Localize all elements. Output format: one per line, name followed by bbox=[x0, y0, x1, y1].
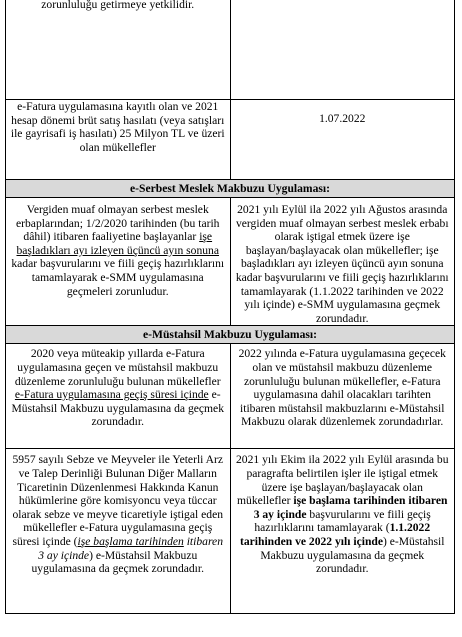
section-title-smm: e-Serbest Meslek Makbuzu Uygulaması: bbox=[130, 181, 330, 195]
row3-left-text-a: Vergiden muaf olmayan serbest meslek erbaplarından; 1/2/2020 tarihinden (bu tarih dâhil) itibaren faaliyetine başlayanlar bbox=[16, 203, 220, 244]
row4-right-text: 2022 yılında e-Fatura uygulamasına geçecek olan ve müstahsil makbuzu düzenleme zorunluluğu bulunan mükellefler, e-Fatura uygulamasına dahil olacakları tarihten itibaren müstahsil makbuzlarını e-Müstahsil Makbuzu olarak düzenlemek zorundadırlar. bbox=[238, 347, 446, 429]
row5-left-text-b: ) e-Müstahsil Makbuzu uygulamasına da geçmek zorundadır. bbox=[31, 548, 205, 576]
row5-left-text-a: 5957 sayılı Sebze ve Meyveler ile Yeterli Arz ve Talep Derinliği Bulunan Diğer Malların Ticaretinin Düzenlenmesi Hakkında Kanun hükümlerine göre komisyoncu veya tüccar olarak sebze ve meyve ticaretiyle iştigal eden mükellefler e-Fatura uygulamasına geçiş süresi içinde ( bbox=[12, 453, 224, 548]
row4-left-text-b: e-Müstahsil Makbuzu uygulamasına da geçmek zorundadır. bbox=[11, 388, 224, 429]
row5-right-bold-1: işe başlama tarihinden itibaren 3 ay içinde bbox=[253, 494, 448, 521]
row4-left-text-a: 2020 veya müteakip yıllarda e-Fatura uygulamasına geçen ve müstahsil makbuzu düzenleme zorunluluğu bulunan mükellefler bbox=[14, 347, 221, 388]
row4-right-cell bbox=[230, 344, 455, 449]
row3-right-text: 2021 yılı Eylül ila 2022 yılı Ağustos arasında vergiden muaf olmayan serbest meslek erbabı olarak iştigal etmek üzere işe başlayan/başlayacak olan mükellefler; işe başladıkları ayı izleyen üçüncü ayın sonuna kadar başvurularını ve fiili geçiş hazırlıklarını tamamlayarak (1.1.2022 tarihinden ve 2022 yılı içinde) e-SMM uygulamasına geçmek zorundadır. bbox=[235, 203, 449, 325]
row1-right-cell bbox=[230, 0, 455, 100]
section-header-msm bbox=[6, 326, 455, 344]
row3-left-underlined: işe başladıkları ayı izleyen üçüncü ayın sonuna bbox=[16, 230, 219, 257]
row1-left-text: zorunluluğu getirmeye yetkilidir. bbox=[41, 0, 195, 11]
row4-left-cell bbox=[6, 344, 231, 449]
row5-left-cell bbox=[6, 449, 231, 614]
row5-right-bold-2: 1.1.2022 tarihinden ve 2022 yılı içinde bbox=[239, 521, 431, 548]
row2-right-cell bbox=[230, 100, 455, 180]
row5-left-italic: itibaren 3 ay içinde bbox=[38, 534, 223, 562]
row5-right-text-b: başvurularını ve fiili geçiş hazırlıklarını tamamlayarak ( bbox=[254, 507, 431, 535]
row3-left-cell bbox=[6, 198, 231, 326]
row1-left-cell bbox=[6, 0, 231, 100]
row2-left-text: e-Fatura uygulamasına kayıtlı olan ve 2021 hesap dönemi brüt satış hasılatı (veya satışları ile gayrisafi iş hasılatı) 25 Milyon TL ve üzeri olan mükellefler bbox=[10, 100, 225, 154]
section-header-smm bbox=[6, 180, 455, 198]
row3-right-cell bbox=[230, 198, 455, 326]
row4-left-underlined: e-Fatura uygulamasına geçiş süresi içinde bbox=[14, 388, 209, 402]
row5-right-cell bbox=[230, 449, 455, 614]
row2-date: 1.07.2022 bbox=[319, 112, 366, 125]
row5-left-underlined-italic: işe başlama tarihinden bbox=[77, 534, 184, 548]
document-table bbox=[5, 0, 455, 614]
row5-right-text-c: ) e-Müstahsil Makbuzu uygulamasına da geçmek zorundadır. bbox=[260, 534, 445, 576]
section-title-msm: e-Müstahsil Makbuzu Uygulaması: bbox=[143, 328, 317, 342]
row2-left-cell bbox=[6, 100, 231, 180]
row3-left-text-b: kadar başvurularını ve fiili geçiş hazırlıklarını tamamlayarak e-SMM uygulamasına geçmeleri zorunludur. bbox=[11, 257, 225, 298]
row5-right-text-a: 2021 yılı Ekim ila 2022 yılı Eylül arasında bu paragrafta belirtilen işler ile iştigal etmek üzere işe başlayan/başlayacak olan mükellefler bbox=[235, 453, 449, 508]
